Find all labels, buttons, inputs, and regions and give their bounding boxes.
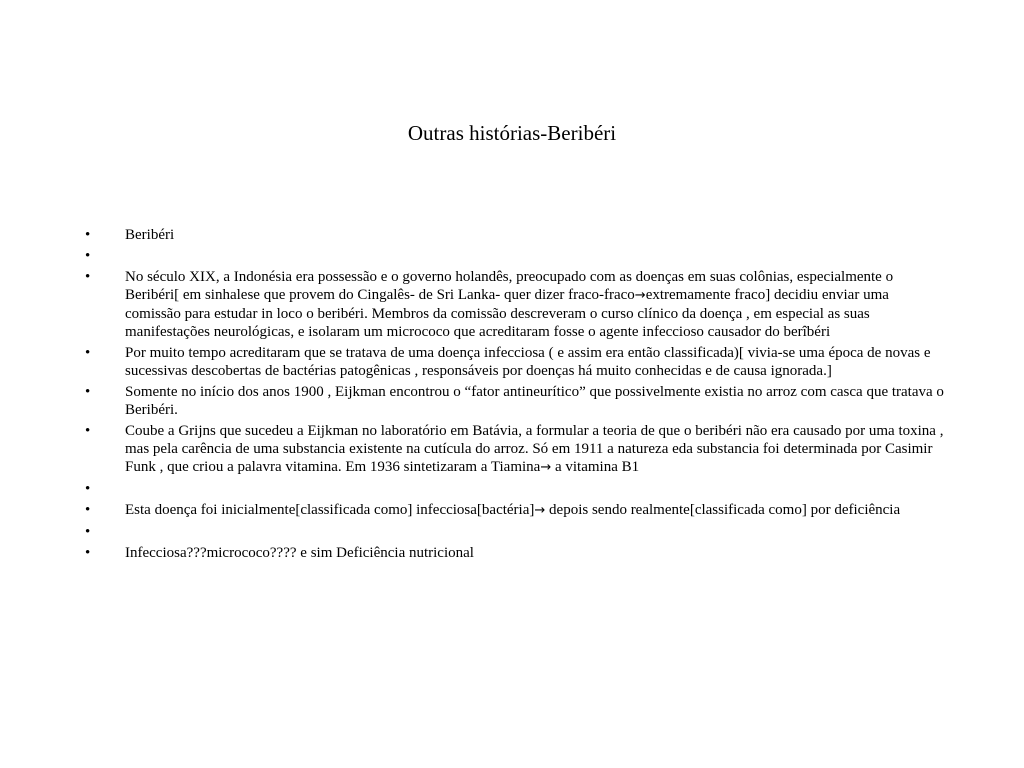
bullet-text (125, 268, 945, 341)
bullet-text-segment: depois sendo realmente[classificada como] por deficiência (545, 502, 901, 518)
slide-title: Outras histórias-Beribéri (407, 121, 617, 145)
bullet-dot: • (85, 481, 91, 497)
bullet-text (125, 501, 945, 520)
bullet-text-segment: No século XIX, a Indonésia era possessão e o governo holandês, preocupado com as doenças em suas colônias, especialmente o Beribéri[ em sinhalese que provem do Cingalês- de Sri Lanka- quer dizer fraco-fraco (125, 269, 894, 303)
arrow-right-icon: → (534, 503, 546, 518)
bullet-dot: • (85, 545, 91, 561)
bullet-text-segment: Infecciosa???micrococo???? e sim Deficiência nutricional (125, 545, 474, 561)
bullet-item (85, 383, 945, 419)
bullet-dot: • (85, 524, 91, 540)
bullet-dot: • (85, 502, 91, 518)
bullet-text-segment: Por muito tempo acreditaram que se tratava de uma doença infecciosa ( e assim era então classificada)[ vivia-se uma época de novas e sucessivas descobertas de bactérias patogênicas , responsáveis por doenças há muito conhecidas e de causa ignorada.] (125, 345, 931, 379)
bullet-text (125, 544, 945, 562)
bullet-item (85, 501, 945, 520)
bullet-text-segment: Coube a Grijns que sucedeu a Eijkman no laboratório em Batávia, a formular a teoria de que o beribéri não era causado por uma toxina , mas pela carência de uma substancia existente na cutícula do arroz. Só em 1911 a natureza eda substancia foi determinada por Casimir Funk , que criou a palavra vitamina. Em 1936 sintetizaram a Tiamina (125, 423, 944, 475)
bullet-text-segment: Beribéri (125, 227, 175, 243)
bullet-text (125, 226, 945, 244)
bullet-text-segment: extremamente fraco] decidiu enviar uma comissão para estudar in loco o beribéri. Membros da comissão descreveram o curso clínico da doença , em especial as suas manifestações neurológicas, e isolaram um micrococo que acreditaram fosse o agente infeccioso causador do berîbéri (125, 287, 889, 340)
arrow-right-icon: → (540, 460, 552, 475)
bullet-dot: • (85, 423, 91, 439)
bullet-item (85, 344, 945, 380)
bullet-text (125, 344, 945, 380)
bullet-text (125, 383, 945, 419)
arrow-right-icon: → (634, 288, 646, 303)
bullet-dot: • (85, 384, 91, 400)
bullet-item (85, 480, 945, 498)
bullet-item (85, 544, 945, 562)
bullet-item (85, 523, 945, 541)
bullet-text-segment: Esta doença foi inicialmente[classificada como] infecciosa[bactéria] (125, 502, 535, 518)
bullet-dot: • (85, 248, 91, 264)
bullet-text-segment: a vitamina B1 (551, 459, 640, 475)
bullet-dot: • (85, 269, 91, 285)
bullet-dot: • (85, 227, 91, 243)
bullet-text (125, 422, 945, 477)
bullet-text-segment: Somente no início dos anos 1900 , Eijkman encontrou o “fator antineurítico” que possivelmente existia no arroz com casca que tratava o Beribéri. (125, 384, 944, 418)
bullet-list (85, 226, 945, 562)
bullet-item (85, 268, 945, 341)
bullet-item (85, 247, 945, 265)
bullet-item (85, 226, 945, 244)
bullet-item (85, 422, 945, 477)
bullet-dot: • (85, 345, 91, 361)
